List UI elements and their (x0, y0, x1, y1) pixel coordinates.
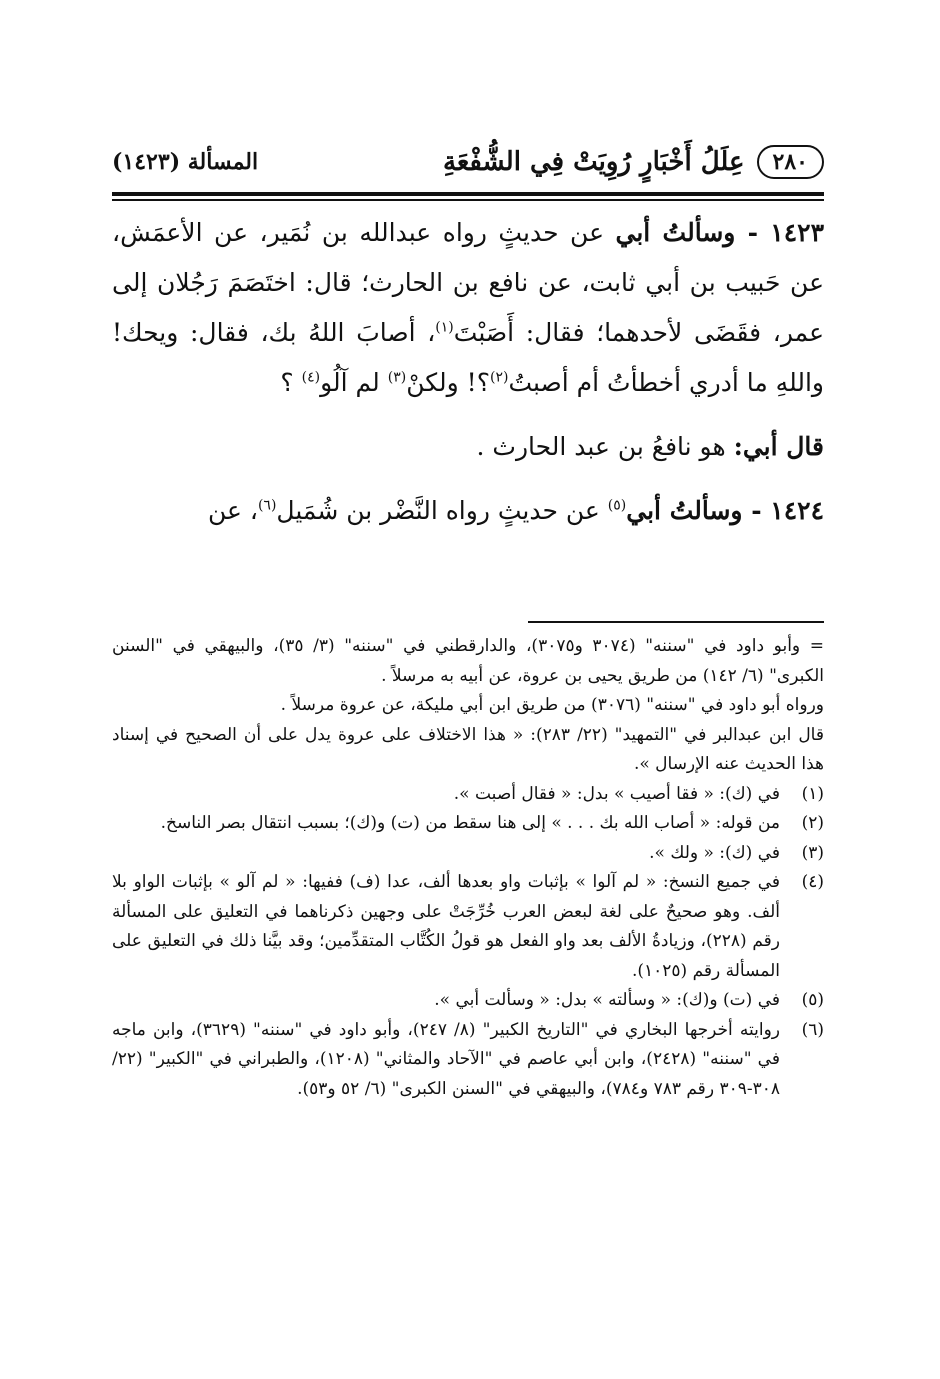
p1-text-a: عن حديثٍ رواه عبدالله بن نُمَير، عن الأعمَش، عن حَبيب بن أبي ثابت، عن نافع بن الحارث؛ قال: اختَصَمَ رَجُلان إلى عمر، فقَضَى لأحدهما؛ فقال: أَصَبْتَ (112, 218, 824, 347)
footnote-ref-5: (٥) (607, 497, 627, 514)
p1-text-b: ، أصابَ اللهُ بك، فقال: ويحك! واللهِ ما أدري أخطأتُ أم أصبتُ (112, 318, 824, 397)
footnote-ref-6: (٦) (257, 497, 277, 514)
footnote-text: في (ك): « فقا أصيب » بدل: « فقال أصبت ». (453, 783, 780, 804)
footnote-5 (112, 986, 824, 1016)
footnote-3 (112, 839, 824, 869)
footnote-text: في جميع النسخ: « لم آلوا » بإثبات واو بعدها ألف، عدا (ف) ففيها: « لم آلو » بإثبات الواو بلا ألف. وهو صحيحٌ على لغة لبعض العرب خُرِّجَتْ على وجهين ذكرناهما في التعليق على المسألة رقم (٢٢٨)، وزيادةُ الألف بعد واو الفعل هو قولُ الكُتَّاب المتقدِّمين؛ وقد بيَّنا ذلك في التعليق على المسألة رقم (١٠٢٥). (112, 872, 781, 981)
paragraph-1424 (112, 486, 824, 536)
answer-lead: قال أبي: (733, 432, 824, 461)
footnote-4 (112, 868, 824, 986)
p1-text-d: لم آلُو (320, 368, 388, 397)
p3-text-a: عن حديثٍ رواه النَّضْر بن شُمَيل (276, 496, 608, 525)
footnote-separator (528, 621, 824, 623)
answer-text: هو نافعُ بن عبد الحارث . (476, 432, 734, 461)
footnote-ref-4: (٤) (301, 369, 321, 386)
footnote-continued-3: قال ابن عبدالبر في "التمهيد" (٢٢/ ٢٨٣): « هذا الاختلاف على عروة يدل على أن الصحيح في إسناد هذا الحديث عنه الإرسال ». (112, 724, 824, 774)
book-title: عِلَلُ أَخْبَارٍ رُوِيَتْ فِي الشُّفْعَةِ (442, 147, 745, 177)
issue-number-1423: ١٤٢٣ - وسألتُ أبي (615, 218, 824, 247)
issue-title: المسألة (١٤٢٣) (112, 149, 259, 175)
footnote-number: (٣) (801, 842, 824, 863)
footnotes (112, 632, 824, 1104)
issue-number-1424: ١٤٢٤ - وسألتُ أبي (626, 496, 824, 525)
p1-text-e: ؟ (280, 368, 302, 397)
page-number: ٢٨٠ (757, 145, 824, 179)
footnote-number: (٦) (801, 1019, 824, 1040)
header-rule-thin (112, 199, 824, 201)
main-text (112, 208, 824, 536)
footnote-continued-1: = وأبو داود في "سننه" (٣٠٧٤ و٣٠٧٥)، والدارقطني في "سننه" (٣/ ٣٥)، والبيهقي في "السنن الكبرى" (٦/ ١٤٢) من طريق يحيى بن عروة، عن أبيه به مرسلاً . (112, 636, 824, 686)
footnote-ref-1: (١) (435, 319, 454, 336)
footnote-number: (١) (801, 783, 824, 804)
footnote-continued-2: ورواه أبو داود في "سننه" (٣٠٧٦) من طريق ابن أبي مليكة، عن عروة مرسلاً . (280, 695, 824, 715)
header-right-group (443, 145, 824, 179)
footnote-text: في (ك): « ولك ». (649, 842, 780, 863)
footnote-ref-3: (٣) (387, 369, 407, 386)
footnote-text: في (ت) و(ك): « وسألته » بدل: « وسألت أبي ». (434, 990, 780, 1010)
running-header (112, 136, 824, 188)
paragraph-1423 (112, 208, 824, 408)
header-rule-thick (112, 192, 824, 196)
footnote-ref-2: (٢) (490, 369, 509, 386)
paragraph-answer (112, 422, 824, 472)
footnote-number: (٤) (801, 872, 824, 892)
p3-text-b: ، عن (207, 496, 258, 525)
footnote-number: (٥) (801, 990, 824, 1010)
p1-text-c: ؟! ولكنْ (406, 368, 490, 397)
footnote-2 (112, 809, 824, 839)
footnote-number: (٢) (801, 813, 824, 833)
footnote-text: من قوله: « أصاب الله بك . . . » إلى هنا سقط من (ت) و(ك)؛ بسبب انتقال بصر الناسخ. (160, 813, 780, 833)
footnote-6 (112, 1016, 824, 1105)
footnote-1 (112, 780, 824, 810)
footnote-text: روايته أخرجها البخاري في "التاريخ الكبير" (٨/ ٢٤٧)، وأبو داود في "سننه" (٣٦٢٩)، وابن ماجه في "سننه" (٢٤٢٨)، وابن أبي عاصم في "الآحاد والمثاني" (١٢٠٨)، والطبراني في "الكبير" (٢٢/ ٣٠٨-٣٠٩ رقم ٧٨٣ و٧٨٤)، والبيهقي في "السنن الكبرى" (٦/ ٥٢ و٥٣). (112, 1019, 780, 1099)
